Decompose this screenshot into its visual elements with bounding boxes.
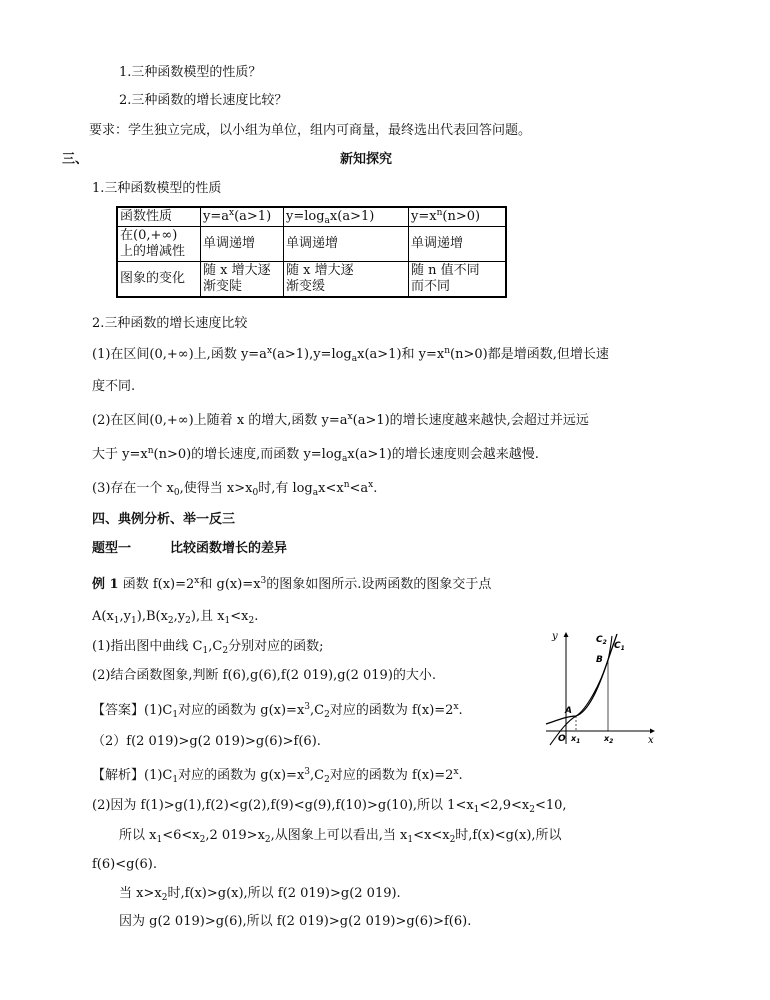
example-line-2: $A(x_1,y_1),B(x_2,y_2)$,且 $x_1<x_2$. bbox=[92, 609, 259, 626]
table-cell: $y=\log_ax(a>1)$ bbox=[284, 207, 409, 227]
question-1: 1.三种函数模型的性质？ bbox=[119, 65, 262, 80]
table-cell: 图象的变化 bbox=[117, 262, 201, 298]
section-3-title: 新知探究 bbox=[340, 152, 393, 167]
example-question-1: (1)指出图中曲线 $C_1,C_2$分别对应的函数; bbox=[92, 639, 324, 656]
table-cell: 随 x 增大逐 渐变缓 bbox=[284, 262, 409, 298]
table-cell: $y=a^x(a>1)$ bbox=[201, 207, 284, 227]
growth-paragraph-1: (1)在区间(0,+∞)上,函数 $y=a^x(a>1),y=\log_ax(a>1)$和 $y=x^n(n>0)$都是增函数,但增长速 bbox=[92, 346, 609, 364]
curve-c1 bbox=[546, 634, 617, 724]
props-heading: 1.三种函数模型的性质 bbox=[92, 181, 222, 196]
example-question-2: (2)结合函数图象,判断 f(6),g(6),f(2 019),g(2 019)的大小. bbox=[92, 668, 437, 683]
section-4-title: 四、典例分析、举一反三 bbox=[92, 512, 236, 527]
table-cell: 随 n 值不同 而不同 bbox=[409, 262, 507, 298]
analysis-line-2: (2)因为 f(1)>g(1),f(2)<g(2),f(9)<g(9),f(10)>g(10),所以 $1<x_1<2,9<x_2<10$, bbox=[92, 798, 567, 815]
point-a-label: A bbox=[565, 706, 572, 716]
growth-paragraph-2-cont: 大于 $y=x^n(n>0)$的增长速度,而函数 $y=\log_ax(a>1)$的增长速度则会越来越慢. bbox=[92, 446, 539, 464]
table-cell: 在(0,+∞) 上的增减性 bbox=[117, 227, 201, 262]
question-2: 2.三种函数的增长速度比较？ bbox=[119, 93, 288, 108]
growth-heading: 2.三种函数的增长速度比较 bbox=[92, 316, 248, 331]
growth-paragraph-3: (3)存在一个 $x_0$,使得当 $x>x_0$时,有 $\log_ax<x^n<a^x$. bbox=[92, 480, 378, 498]
table-row bbox=[117, 262, 506, 298]
table-row bbox=[117, 227, 506, 262]
point-b-label: B bbox=[596, 655, 603, 665]
answer-line-2: （2）f(2 019)>g(2 019)>g(6)>f(6). bbox=[92, 734, 321, 749]
origin-label: O bbox=[558, 734, 566, 744]
analysis-line-3: 所以 $x_1<6<x_2,2$ $019>x_2$,从图象上可以看出,当 $x_1<x<x_2$时,f(x)<g(x),所以 bbox=[119, 828, 562, 845]
table-cell: 单调递增 bbox=[284, 227, 409, 262]
x-axis-label: x bbox=[648, 735, 654, 746]
curve-c1-label: $C_1$ bbox=[614, 641, 625, 652]
curve-c2 bbox=[550, 636, 612, 745]
requirement-text: 要求：学生独立完成，以小组为单位，组内可商量，最终选出代表回答问题。 bbox=[89, 123, 532, 138]
analysis-line-1: 【解析】$(1)C_1$对应的函数为 $g(x)=x^3,C_2$对应的函数为 $f(x)=2^x$. bbox=[92, 767, 463, 785]
y-axis-arrow bbox=[564, 632, 569, 637]
growth-paragraph-2: (2)在区间(0,+∞)上随着 x 的增大,函数 $y=a^x(a>1)$的增长速度越来越快,会超过并远远 bbox=[92, 412, 589, 428]
properties-table bbox=[116, 206, 507, 298]
table-cell: 随 x 增大逐 渐变陡 bbox=[201, 262, 284, 298]
table-cell: $y=x^n(n>0)$ bbox=[409, 207, 507, 227]
table-row bbox=[117, 207, 506, 227]
problem-type-title: 比较函数增长的差异 bbox=[170, 541, 288, 556]
curve-c2-label: $C_2$ bbox=[596, 635, 607, 646]
table-cell: 单调递增 bbox=[409, 227, 507, 262]
table-cell: 函数性质 bbox=[117, 207, 201, 227]
problem-type-label: 题型一 bbox=[92, 541, 132, 556]
function-graph-figure bbox=[538, 630, 656, 748]
analysis-line-6: 因为 g(2 019)>g(6),所以 f(2 019)>g(2 019)>g(6)>f(6). bbox=[119, 914, 472, 929]
x-axis-arrow bbox=[650, 729, 655, 734]
growth-paragraph-1-cont: 度不同. bbox=[92, 379, 136, 394]
x2-label: $x_2$ bbox=[604, 734, 614, 745]
table-cell: 单调递增 bbox=[201, 227, 284, 262]
x1-label: $x_1$ bbox=[571, 734, 581, 745]
analysis-line-5: 当 $x>x_2$时,f(x)>g(x),所以 f(2 019)>g(2 019). bbox=[119, 886, 401, 903]
y-axis-label: y bbox=[552, 631, 558, 642]
section-3-number: 三、 bbox=[62, 152, 89, 167]
answer-line-1: 【答案】$(1)C_1$对应的函数为 $g(x)=x^3,C_2$对应的函数为 $f(x)=2^x$. bbox=[92, 702, 463, 720]
example-line-1: 例 1 函数 $f(x)=2^x$和 $g(x)=x^3$的图象如图所示.设两函数的图象交于点 bbox=[92, 576, 492, 592]
analysis-line-4: f(6)<g(6). bbox=[92, 857, 157, 872]
